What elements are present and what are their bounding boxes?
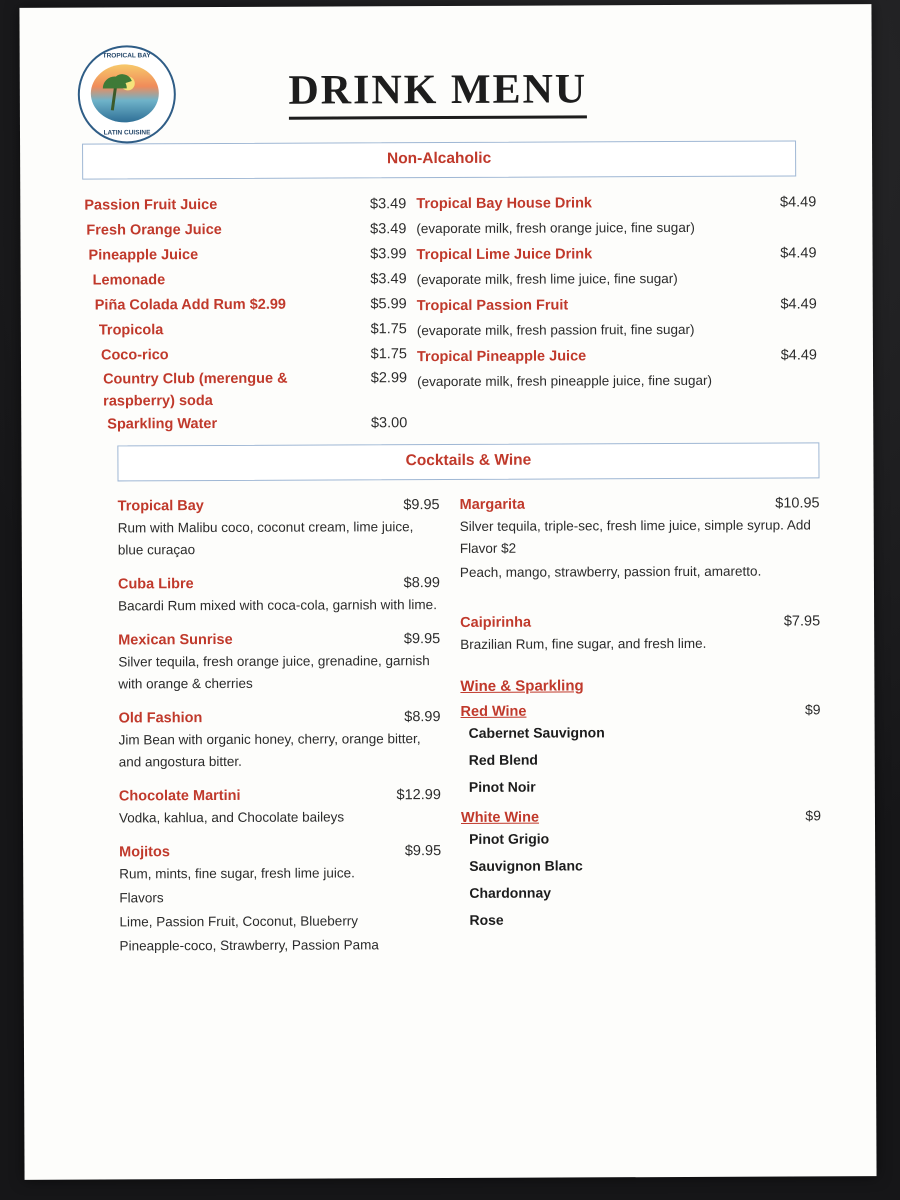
- wine-item: Sauvignon Blanc: [469, 857, 583, 874]
- list-item: [101, 342, 407, 368]
- logo-top-text: TROPICAL BAY: [102, 52, 151, 60]
- logo-bottom-text: LATIN CUISINE: [103, 129, 151, 137]
- wine-section-heading: Wine & Sparkling: [460, 677, 584, 695]
- item-name: Country Club (merengue & raspberry) soda: [103, 370, 288, 410]
- list-item: [460, 492, 820, 584]
- item-name: Tropical Bay: [117, 498, 204, 515]
- list-item: [119, 706, 441, 773]
- item-price: $9.95: [403, 497, 440, 514]
- item-name: Tropical Bay House Drink: [416, 195, 593, 213]
- item-price: $5.99: [370, 296, 407, 313]
- page-title-wrap: [238, 65, 638, 120]
- list-item: [99, 317, 407, 343]
- item-name: Tropical Passion Fruit: [416, 297, 569, 315]
- item-description: Bacardi Rum mixed with coca-cola, garnish with lime.: [118, 597, 437, 614]
- item-price: $4.49: [780, 296, 817, 313]
- item-name: Tropical Lime Juice Drink: [416, 246, 593, 264]
- non-alcoholic-left-list: [38, 192, 407, 438]
- page-title: DRINK MENU: [288, 65, 587, 119]
- logo-scene-icon: [91, 64, 159, 122]
- item-description: (evaporate milk, fresh passion fruit, fine sugar): [416, 321, 695, 339]
- item-price: $1.75: [370, 321, 407, 338]
- item-description: (evaporate milk, fresh lime juice, fine sugar): [416, 270, 678, 288]
- list-item: [118, 628, 440, 695]
- cocktails-left-list: [40, 494, 442, 970]
- item-name: Cuba Libre: [117, 576, 194, 593]
- item-name: Lemonade: [92, 272, 166, 289]
- item-name: Margarita: [459, 496, 525, 513]
- section-header-cocktails-wine: [117, 442, 819, 481]
- wine-group-name: Red Wine: [460, 703, 527, 720]
- restaurant-logo: [78, 45, 176, 143]
- section-label: Cocktails & Wine: [405, 451, 532, 470]
- list-item: [103, 367, 407, 412]
- item-description: (evaporate milk, fresh orange juice, fine sugar): [416, 219, 695, 237]
- item-description: Rum with Malibu coco, coconut cream, lime juice, blue curaçao: [117, 519, 414, 558]
- section-label: Non-Alcaholic: [386, 149, 492, 168]
- item-price: $1.75: [370, 346, 407, 363]
- item-price: $8.99: [404, 709, 441, 726]
- list-item: [93, 267, 407, 293]
- item-description-2: Flavors: [119, 890, 164, 906]
- item-description-4: Pineapple-coco, Strawberry, Passion Pama: [119, 937, 379, 954]
- wine-item: Rose: [469, 911, 504, 928]
- list-item: [118, 494, 440, 561]
- wine-item: Pinot Grigio: [469, 830, 550, 847]
- non-alcoholic-right-list: [416, 190, 817, 436]
- list-item: [417, 292, 817, 343]
- wine-group-name: White Wine: [460, 809, 540, 826]
- list-item: [95, 292, 407, 318]
- list-item: [118, 572, 440, 617]
- list-item: [88, 242, 406, 268]
- item-name: Caipirinha: [460, 614, 532, 631]
- item-price: $12.99: [396, 787, 441, 804]
- wine-item: Pinot Noir: [468, 778, 536, 795]
- item-description-3: Lime, Passion Fruit, Coconut, Blueberry: [119, 913, 359, 930]
- item-description: Silver tequila, fresh orange juice, grenadine, garnish with orange & cherries: [118, 653, 430, 692]
- item-name: Old Fashion: [118, 710, 203, 727]
- item-name: Fresh Orange Juice: [86, 221, 222, 239]
- list-item: [119, 840, 442, 957]
- item-description: Brazilian Rum, fine sugar, and fresh lime.: [460, 635, 707, 652]
- item-price: $3.49: [370, 221, 407, 238]
- item-name: Passion Fruit Juice: [84, 197, 218, 214]
- wine-group-white: [461, 807, 822, 934]
- item-description: Rum, mints, fine sugar, fresh lime juice.: [119, 865, 355, 882]
- item-price: $9.95: [404, 843, 442, 860]
- wine-group-price: $9: [804, 701, 821, 718]
- menu-sheet: [19, 4, 876, 1180]
- item-price: $4.49: [780, 347, 818, 364]
- list-item: [417, 343, 817, 394]
- item-price: $9.95: [403, 631, 441, 648]
- item-price: $7.95: [783, 613, 821, 630]
- wine-item: Chardonnay: [469, 884, 552, 901]
- item-description: Vodka, kahlua, and Chocolate baileys: [118, 809, 345, 826]
- item-price: $10.95: [775, 495, 820, 512]
- item-description-2: Peach, mango, strawberry, passion fruit, amaretto.: [459, 563, 762, 580]
- item-name: Tropicola: [98, 322, 164, 339]
- item-name: Tropical Pineapple Juice: [416, 348, 587, 366]
- item-name: Pineapple Juice: [88, 247, 199, 264]
- list-item: [416, 190, 816, 241]
- item-price: $3.49: [370, 271, 407, 288]
- list-item: [119, 784, 441, 829]
- list-item: [416, 241, 816, 292]
- item-price: $2.99: [370, 370, 408, 387]
- item-name: Piña Colada Add Rum $2.99: [94, 296, 287, 314]
- item-price: $8.99: [403, 575, 440, 592]
- cocktails-columns: [40, 492, 842, 969]
- wine-group-price: $9: [805, 807, 822, 824]
- wine-item: Red Blend: [468, 751, 539, 768]
- list-item: [84, 192, 406, 218]
- item-description: (evaporate milk, fresh pineapple juice, fine sugar): [417, 372, 713, 390]
- wine-group-red: [460, 701, 820, 801]
- wine-item: Cabernet Sauvignon: [468, 724, 605, 741]
- item-name: Mojitos: [119, 844, 170, 861]
- item-description: Jim Bean with organic honey, cherry, orange bitter, and angostura bitter.: [118, 731, 421, 770]
- item-price: $4.49: [779, 194, 817, 211]
- menu-header: [37, 12, 838, 135]
- item-name: Chocolate Martini: [118, 787, 241, 805]
- cocktails-right-list: [450, 492, 822, 968]
- item-price: $4.49: [780, 245, 817, 262]
- list-item: [86, 217, 406, 243]
- item-name: Mexican Sunrise: [118, 631, 233, 649]
- list-item: [107, 411, 407, 437]
- non-alcoholic-columns: [38, 190, 839, 437]
- item-price: $3.00: [370, 415, 408, 432]
- item-name: Sparkling Water: [107, 416, 218, 433]
- item-name: Coco-rico: [100, 347, 169, 364]
- item-description: Silver tequila, triple-sec, fresh lime juice, simple syrup. Add Flavor $2: [459, 517, 811, 556]
- item-price: $3.99: [370, 246, 407, 263]
- section-header-non-alcoholic: [82, 140, 796, 179]
- list-item: [460, 610, 820, 656]
- item-price: $3.49: [369, 196, 407, 213]
